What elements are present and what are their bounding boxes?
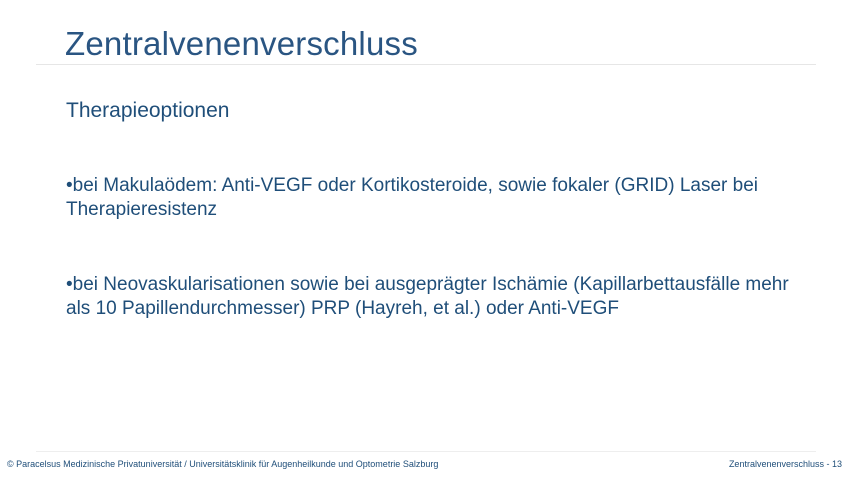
title-divider xyxy=(36,64,816,65)
footer-slide-number: Zentralvenenverschluss - 13 xyxy=(728,459,842,469)
footer-divider xyxy=(36,451,816,452)
slide-subtitle: Therapieoptionen xyxy=(66,99,230,122)
slide-title: Zentralvenenverschluss xyxy=(65,25,418,62)
bullet-item: •bei Neovaskularisationen sowie bei ausgeprägter Ischämie (Kapillarbettausfälle mehr als 10 Papillendurchmesser) PRP (Hayreh, et al.) oder Anti-VEGF xyxy=(66,274,789,319)
footer-copyright: © Paracelsus Medizinische Privatuniversität / Universitätsklinik für Augenheilkunde und Optometrie Salzburg xyxy=(7,459,439,469)
bullet-item: •bei Makulaödem: Anti-VEGF oder Kortikosteroide, sowie fokaler (GRID) Laser bei Therapieresistenz xyxy=(66,175,758,220)
